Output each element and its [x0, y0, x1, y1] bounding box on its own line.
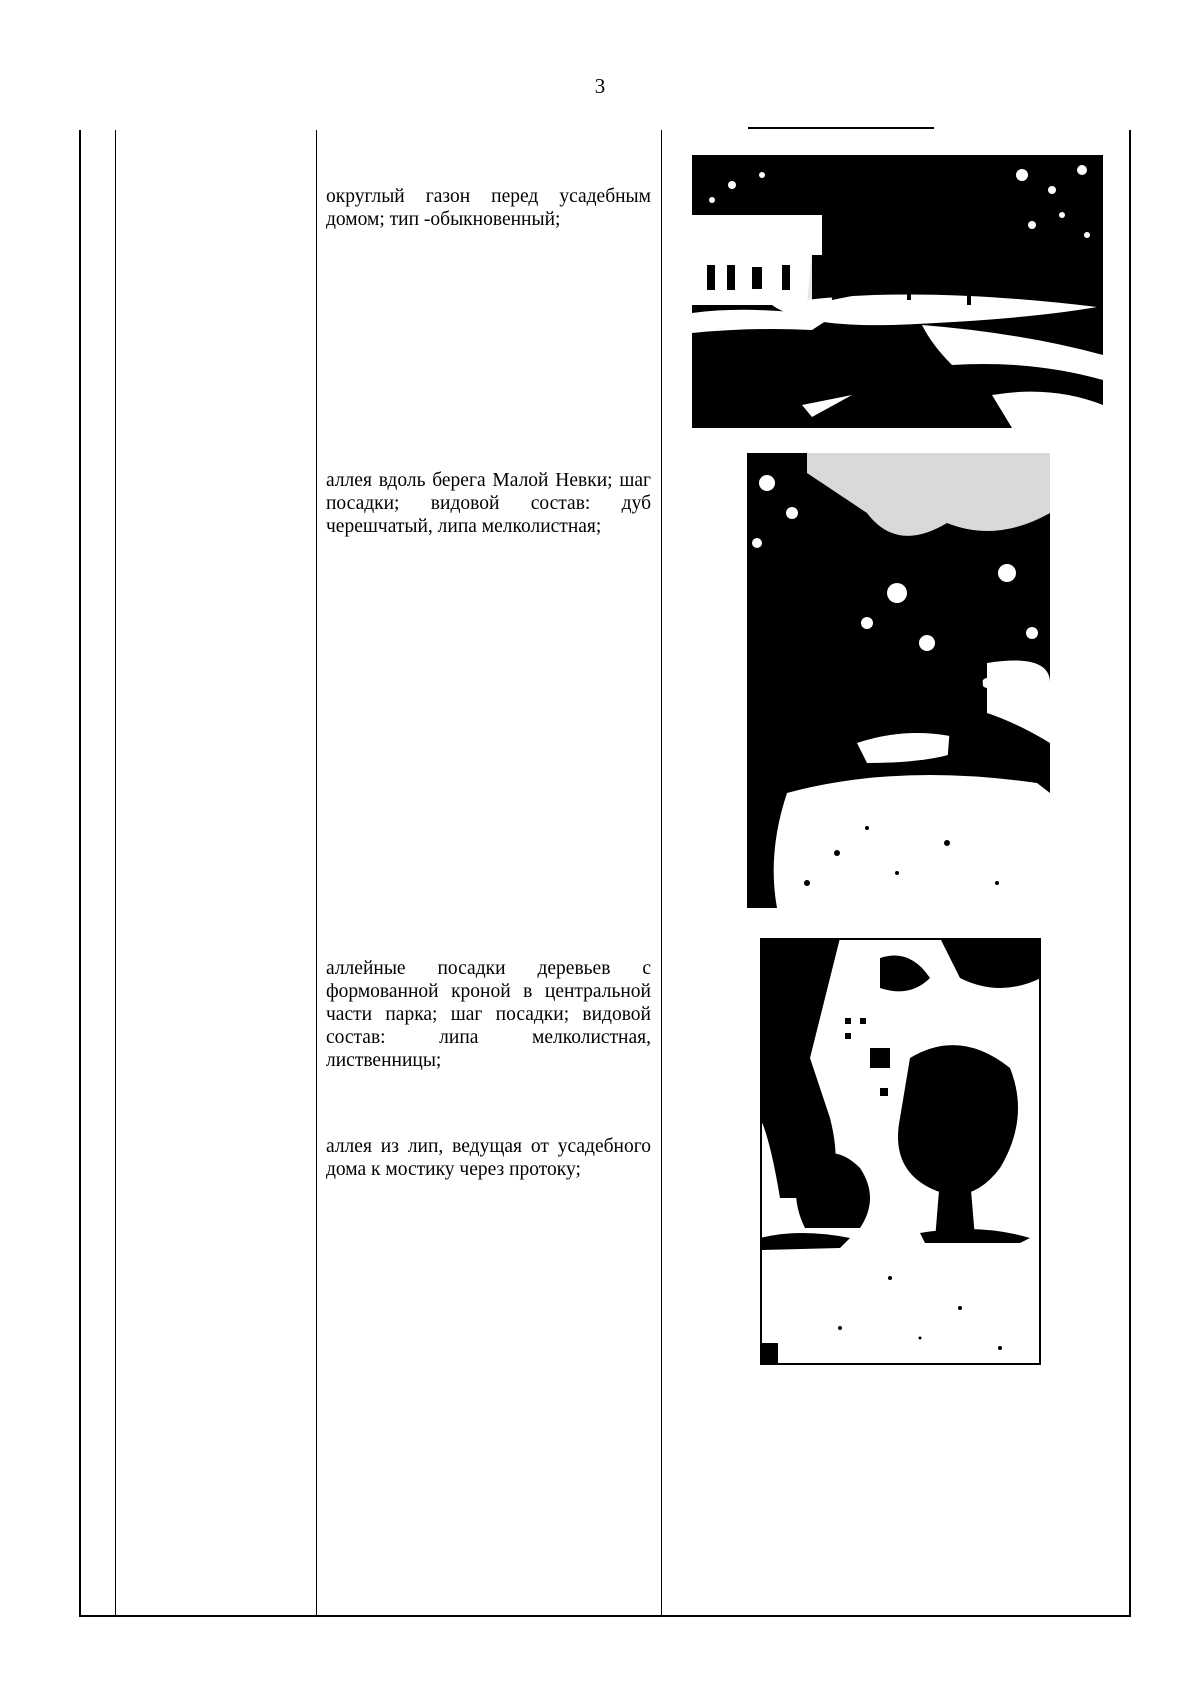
column-divider-1 — [115, 130, 116, 1617]
entry-text-lawn: округлый газон перед усадебным домом; тип -обыкновенный; — [326, 186, 651, 230]
table-top-stub — [748, 127, 934, 129]
entry-text-formed-crown-alley: аллейные посадки деревьев с формованной кроной в центральной части парка; шаг посадки; видовой состав: липа мелколистная, лиственницы; — [326, 958, 651, 1071]
photo-lawn-manor-house — [692, 155, 1103, 428]
column-divider-3 — [661, 130, 662, 1617]
photo-alley-riverbank — [747, 453, 1050, 908]
entry-text-linden-alley: аллея из лип, ведущая от усадебного дома к мостику через протоку; — [326, 1136, 651, 1180]
photo-alley-linden — [760, 938, 1041, 1365]
page-number: 3 — [594, 74, 606, 98]
column-divider-2 — [316, 130, 317, 1617]
entry-text-riverbank-alley: аллея вдоль берега Малой Невки; шаг посадки; видовой состав: дуб черешчатый, липа мелколистная; — [326, 470, 651, 537]
